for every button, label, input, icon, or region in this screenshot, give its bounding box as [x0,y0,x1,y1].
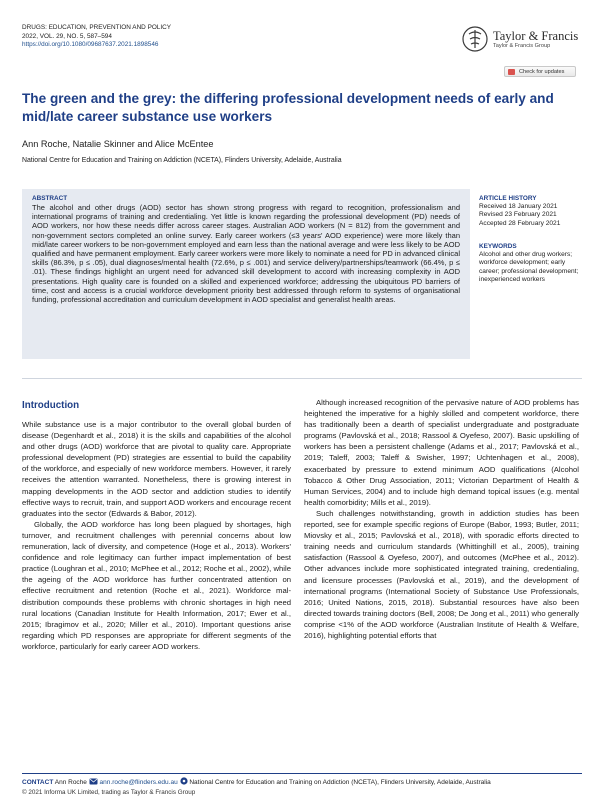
article-history [479,195,583,228]
journal-name: DRUGS: EDUCATION, PREVENTION AND POLICY [22,24,172,31]
article-history-heading: ARTICLE HISTORY [479,195,537,202]
envelope-icon [89,778,98,785]
check-updates-label: Check for updates [519,69,565,75]
copyright: © 2021 Informa UK Limited, trading as Taylor & Francis Group [22,789,196,796]
intro-paragraph: Such challenges notwithstanding, growth in addiction studies has been reported, see for example specific regions of Europe (Babor, 1993; Butler, 2011; Miovsky et al., 2015; Pavlovská et al., 2018), with sporadic efforts directed to training needs and curriculum standards (Whittinghill et al., 2005), training satisfaction (Rassool & Oyefeso, 2007), and outcomes (McPhee et al., 2012). Other advances include more sophisticated integrated training, credentialing, and licensure processes (Pavlovská et al., 2019), and the development of international programs (International Society of Substance Use Professionals, 2016; United Nations, 2015, 2018). Substantial resources have also been directed towards training doctors (Bell, 2008; De Jong et al., 2011) who generally comprise <1% of the AOD workforce (Australian Institute of Health & Welfare, 2016), highlighting potential efforts that [304,508,579,640]
abstract-text: The alcohol and other drugs (AOD) sector has shown strong progress with regard to recognition, professionalism and international programs of training and credentialing. Yet little is known regarding the professional development (PD) needs of AOD workers, nor how these needs differ across career stages. Australian AOD workers (N = 812) from the government and non-government sectors completed an online survey. Early career workers (≤3 years' AOD experience) were more likely than mid/late career workers to be non-government employed and earn less than the national average and were less likely to be AOD qualified and have permanent employment. Early career workers were more likely to nominate a need for PD in advanced clinical skills (86.3%, p ≤ .05), dual diagnoses/mental health (72.6%, p ≤ .001) and service delivery/partnerships/teamwork (66.4%, p ≤ .01). These findings highlight an urgent need for advanced skill development to accord with increasing complexity in AOD presentations. High quality care is founded on a skilled and experienced workforce; addressing the ubiquitous PD barriers of time, cost and access is a crucial workforce development priority best addressed through reform to systems of organisational funding, professional accreditation and curriculum development in AOD specialist and generalist health areas. [32,203,460,305]
intro-paragraph: Although increased recognition of the pervasive nature of AOD problems has heightened the imperative for a highly skilled and competent workforce, there has traditionally been a dearth of specialist undergraduate and postgraduate programs (Pavlovská et al., 2018; Rassool & Oyefeso, 2007). Basic upskilling of workers has been a persistent challenge (Adams et al., 2017; Pavlovská et al., 2019; Taleff, 2003; Taleff & Swisher, 1997; Uchtenhagen et al., 2008), exacerbated by pressure to extend minimum AOD qualifications (Alcohol Tobacco & Other Drug Association, 2011; Victorian Department of Health & Human Services, 2004) and to include high demand topical issues (e.g. mental health comorbidity; Mills et al., 2019). [304,398,579,507]
keywords-text: Alcohol and other drug workers; workforce development; early career; professional development; inexperienced workers [479,251,579,284]
journal-header [22,24,171,50]
footer-divider [22,773,582,774]
intro-paragraph: Globally, the AOD workforce has long been plagued by shortages, high turnover, and recruitment challenges with perennial concerns about low remuneration, lack of diversity, and competence (Hoge et al., 2013). Workers' confidence and role legitimacy can further impact implementation of best practice (Loughran et al., 2010; McPhee et al., 2012; Roche et al., 2002), while the ageing of the AOD workforce has further concentrated attention on effective recruitment and retention (Roche et al., 2021). Workforce mal-distribution compounds these problems with chronic shortages in high need rural locations (Canadian Institute for Health Information, 2017; Ewer et al., 2015; Ibragimov et al., 2020; Miller et al., 2010). Important questions arise regarding which PD responses are appropriate for different segments of the workforce, particularly for early career AOD workers. [22,519,291,651]
introduction-heading: Introduction [22,400,80,411]
publisher-name: Taylor & Francis [493,29,579,43]
check-updates-button[interactable] [504,66,576,77]
article-title: The green and the grey: the differing professional development needs of early and mid/late career substance use workers [22,91,554,124]
article-authors: Ann Roche, Natalie Skinner and Alice McEntee [22,139,214,149]
doi-link[interactable]: https://doi.org/10.1080/09687637.2021.1898546 [22,41,159,49]
journal-issue: 2022, VOL. 29, NO. 5, 587–594 [22,32,112,40]
address-icon [180,777,188,785]
abstract-heading: ABSTRACT [32,195,68,202]
contact-name: Ann Roche [54,779,87,786]
contact-line [22,777,491,786]
intro-left-column [22,419,291,652]
received-date: Received 18 January 2021 [479,203,558,210]
publisher-group: Taylor & Francis Group [493,43,551,49]
check-updates-icon [508,69,515,75]
intro-right-column [304,397,579,641]
article-affiliation: National Centre for Education and Training on Addiction (NCETA), Flinders University, Adelaide, Australia [22,157,342,164]
accepted-date: Accepted 28 February 2021 [479,219,561,227]
revised-date: Revised 23 February 2021 [479,211,557,219]
section-divider [22,378,582,379]
contact-email[interactable]: ann.roche@flinders.edu.au [99,779,178,786]
taylor-francis-logo [462,26,582,54]
contact-label: CONTACT [22,779,54,786]
contact-address: National Centre for Education and Training on Addiction (NCETA), Flinders University, Adelaide, Australia [189,779,491,786]
keywords-heading: KEYWORDS [479,243,517,250]
keywords [479,243,583,285]
intro-paragraph: While substance use is a major contributor to the overall global burden of disease (Degenhardt et al., 2018) it is the skills and capabilities of the alcohol and other drugs (AOD) workforce that are pivotal to quality care. Appropriate professional development (PD) strategies are essential to build the capability of the workforce, and especially of new workforce members. However, it rarely receives the attention warranted. Nonetheless, there is growing interest in mapping developments in the AOD sector and addiction studies to identify effective ways to recruit, train, and support AOD workers and encourage recent graduates into the sector (Edwards & Babor, 2012). [22,420,291,518]
taylor-francis-logo-mark [462,26,488,52]
